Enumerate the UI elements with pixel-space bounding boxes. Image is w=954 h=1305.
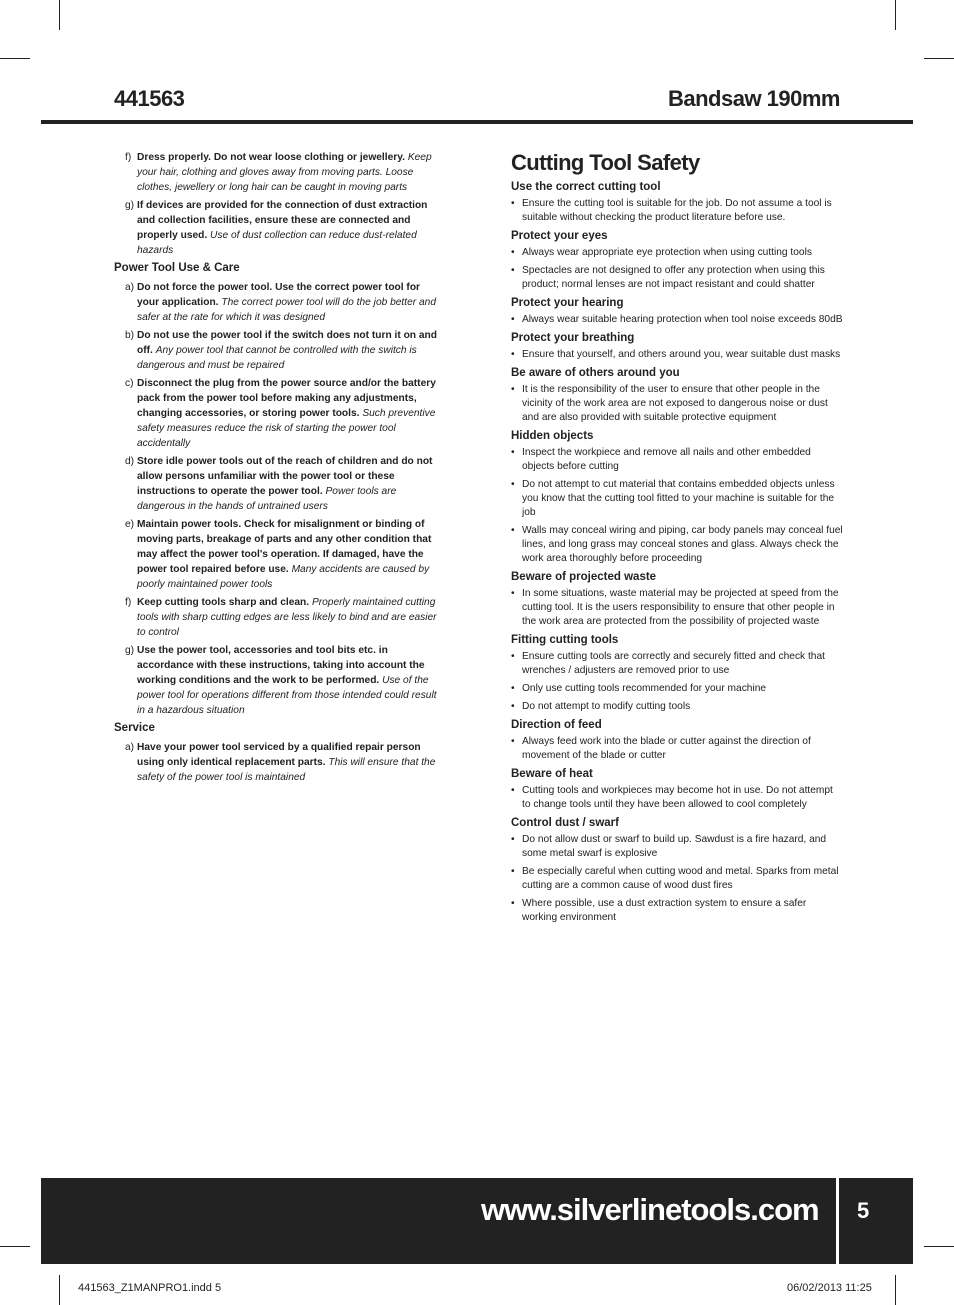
- item-label: d): [125, 456, 135, 467]
- bullet-icon: •: [511, 265, 515, 276]
- bullet-icon: •: [511, 588, 515, 599]
- bullet-icon: •: [511, 701, 515, 712]
- crop-mark: [895, 0, 896, 30]
- item-explanation: Properly maintained cutting tools with sharp cutting edges are less likely to bind and are easier to control: [137, 597, 437, 638]
- item-label: a): [125, 742, 135, 753]
- instruction-item: [114, 643, 444, 718]
- crop-mark: [0, 58, 30, 59]
- item-label: e): [125, 519, 135, 530]
- bullet-icon: •: [511, 834, 515, 845]
- bullet-icon: •: [511, 866, 515, 877]
- bullet-item: [511, 833, 843, 861]
- right-column: [511, 150, 843, 929]
- safety-heading: Protect your hearing: [511, 297, 624, 309]
- item-explanation: Such preventive safety measures reduce the risk of starting the power tool accidentally: [137, 408, 436, 449]
- bullet-item: [511, 383, 843, 425]
- bullet-icon: •: [511, 447, 515, 458]
- section-heading: Power Tool Use & Care: [114, 262, 240, 274]
- instruction-item: [114, 740, 444, 785]
- item-instruction: Have your power tool serviced by a qualified repair person using only identical replacement parts.: [137, 742, 421, 768]
- bullet-icon: •: [511, 314, 515, 325]
- section-heading: Service: [114, 722, 155, 734]
- instruction-item: [114, 328, 444, 373]
- bullet-item: [511, 700, 843, 714]
- bullet-icon: •: [511, 479, 515, 490]
- service-items: [114, 740, 444, 785]
- bullet-icon: •: [511, 198, 515, 209]
- item-instruction: If devices are provided for the connection of dust extraction and collection facilities, ensure these are connected and properly used.: [137, 200, 428, 241]
- power-tool-use-items: [114, 280, 444, 718]
- product-code: 441563: [114, 86, 185, 111]
- date-slug: 06/02/2013 11:25: [787, 1282, 872, 1294]
- bullet-item: [511, 313, 843, 327]
- safety-heading: Hidden objects: [511, 430, 594, 442]
- bullet-text: Spectacles are not designed to offer any protection when using this product; normal lenses are not impact resistant and could shatter: [522, 265, 825, 290]
- item-explanation: Any power tool that cannot be controlled with the switch is dangerous and must be repaired: [137, 345, 417, 371]
- bullet-icon: •: [511, 683, 515, 694]
- bullet-item: [511, 650, 843, 678]
- bullet-icon: •: [511, 736, 515, 747]
- item-instruction: Use the power tool, accessories and tool bits etc. in accordance with these instructions, taking into account the working conditions and the work to be performed.: [137, 645, 425, 686]
- item-explanation: Use of dust collection can reduce dust-related hazards: [137, 230, 417, 256]
- instruction-item: [114, 280, 444, 325]
- instruction-item: [114, 595, 444, 640]
- item-explanation: This will ensure that the safety of the power tool is maintained: [137, 757, 436, 783]
- bullet-icon: •: [511, 349, 515, 360]
- item-label: f): [125, 597, 132, 608]
- bullet-text: Walls may conceal wiring and piping, car body panels may conceal fuel lines, and long grass may conceal stones and glass. Always check the work area thoroughly before proceeding: [522, 525, 843, 564]
- bullet-item: [511, 246, 843, 260]
- bullet-item: [511, 865, 843, 893]
- bullet-icon: •: [511, 898, 515, 909]
- bullet-text: Ensure that yourself, and others around you, wear suitable dust masks: [522, 349, 841, 360]
- item-label: f): [125, 152, 132, 163]
- bullet-item: [511, 446, 843, 474]
- crop-mark: [924, 58, 954, 59]
- bullet-item: [511, 784, 843, 812]
- bullet-text: Do not allow dust or swarf to build up. Sawdust is a fire hazard, and some metal swarf is explosive: [522, 834, 827, 859]
- item-instruction: Do not use the power tool if the switch does not turn it on and off.: [137, 330, 437, 356]
- safety-heading: Protect your breathing: [511, 332, 635, 344]
- bullet-icon: •: [511, 785, 515, 796]
- item-label: c): [125, 378, 134, 389]
- safety-heading: Direction of feed: [511, 719, 602, 731]
- item-instruction: Dress properly. Do not wear loose clothing or jewellery.: [137, 152, 405, 163]
- bullet-text: It is the responsibility of the user to ensure that other people in the vicinity of the work area are not exposed to dangerous noise or dust and are also provided with suitable protective equipment: [522, 384, 828, 423]
- item-instruction: Do not force the power tool. Use the correct power tool for your application.: [137, 282, 421, 308]
- bullet-text: Do not attempt to cut material that contains embedded objects unless you know that the cutting tool fitted to your machine is suitable for the job: [522, 479, 835, 518]
- crop-mark: [59, 1275, 60, 1305]
- bullet-text: Only use cutting tools recommended for your machine: [522, 683, 767, 694]
- bullet-text: In some situations, waste material may be projected at speed from the cutting tool. It is the users responsibility to ensure that other people in the work area are protected from the possibility of projected waste: [522, 588, 839, 627]
- instruction-item: [114, 376, 444, 451]
- instruction-item: [114, 150, 444, 195]
- item-explanation: Many accidents are caused by poorly maintained power tools: [137, 564, 430, 590]
- item-label: a): [125, 282, 135, 293]
- bullet-icon: •: [511, 651, 515, 662]
- bullet-text: Cutting tools and workpieces may become hot in use. Do not attempt to change tools until they have been allowed to cool completely: [522, 785, 833, 810]
- page-number: 5: [857, 1198, 870, 1223]
- item-instruction: Disconnect the plug from the power source and/or the battery pack from the power tool before making any adjustments, changing accessories, or storing power tools.: [137, 378, 436, 419]
- item-label: g): [125, 200, 135, 211]
- bullet-item: [511, 682, 843, 696]
- item-explanation: The correct power tool will do the job better and safer at the rate for which it was designed: [137, 297, 436, 323]
- page-title: Bandsaw 190mm: [667, 86, 840, 111]
- item-explanation: Keep your hair, clothing and gloves away from moving parts. Loose clothes, jewellery or long hair can be caught in moving parts: [137, 152, 432, 193]
- crop-mark: [0, 1246, 30, 1247]
- crop-mark: [924, 1246, 954, 1247]
- bullet-item: [511, 587, 843, 629]
- safety-heading: Be aware of others around you: [511, 367, 680, 379]
- bullet-text: Always wear appropriate eye protection when using cutting tools: [522, 247, 812, 258]
- file-slug: 441563_Z1MANPRO1.indd 5: [78, 1282, 222, 1294]
- bullet-icon: •: [511, 525, 515, 536]
- crop-mark: [895, 1275, 896, 1305]
- safety-heading: Beware of heat: [511, 768, 593, 780]
- item-label: b): [125, 330, 135, 341]
- bullet-text: Always feed work into the blade or cutter against the direction of movement of the blade or cutter: [522, 736, 811, 761]
- bullet-text: Ensure the cutting tool is suitable for the job. Do not assume a tool is suitable without checking the product literature before use.: [522, 198, 832, 223]
- bullet-item: [511, 348, 843, 362]
- header-rule: [41, 120, 913, 124]
- safety-heading: Use the correct cutting tool: [511, 181, 661, 193]
- instruction-item: [114, 517, 444, 592]
- bullet-text: Inspect the workpiece and remove all nails and other embedded objects before cutting: [522, 447, 811, 472]
- instruction-item: [114, 198, 444, 258]
- bullet-text: Where possible, use a dust extraction system to ensure a safer working environment: [522, 898, 807, 923]
- item-explanation: Power tools are dangerous in the hands of untrained users: [137, 486, 397, 512]
- work-area-items: [114, 150, 444, 258]
- bullet-text: Always wear suitable hearing protection when tool noise exceeds 80dB: [522, 314, 843, 325]
- bullet-item: [511, 897, 843, 925]
- left-column: [114, 150, 444, 788]
- bullet-icon: •: [511, 247, 515, 258]
- footer-divider: [836, 1178, 839, 1264]
- safety-heading: Fitting cutting tools: [511, 634, 619, 646]
- safety-heading: Beware of projected waste: [511, 571, 657, 583]
- safety-heading: Protect your eyes: [511, 230, 608, 242]
- website-link[interactable]: www.silverlinetools.com: [481, 1192, 819, 1227]
- bullet-text: Do not attempt to modify cutting tools: [522, 701, 691, 712]
- bullet-text: Be especially careful when cutting wood and metal. Sparks from metal cutting are a common cause of wood dust fires: [522, 866, 839, 891]
- item-instruction: Store idle power tools out of the reach of children and do not allow persons unfamiliar with the power tool or these instructions to operate the power tool.: [137, 456, 433, 497]
- safety-heading: Control dust / swarf: [511, 817, 619, 829]
- bullet-item: [511, 197, 843, 225]
- item-instruction: Keep cutting tools sharp and clean.: [137, 597, 310, 608]
- item-explanation: Use of the power tool for operations different from those intended could result in a hazardous situation: [137, 675, 437, 716]
- instruction-item: [114, 454, 444, 514]
- bullet-item: [511, 524, 843, 566]
- cutting-tool-safety-title: Cutting Tool Safety: [511, 150, 700, 175]
- bullet-item: [511, 735, 843, 763]
- safety-groups: [511, 180, 843, 925]
- item-instruction: Maintain power tools. Check for misalignment or binding of moving parts, breakage of parts and any other condition that may affect the power tool's operation. If damaged, have the power tool repaired before use.: [137, 519, 432, 575]
- bullet-text: Ensure cutting tools are correctly and securely fitted and check that wrenches / adjusters are removed prior to use: [522, 651, 825, 676]
- crop-mark: [59, 0, 60, 30]
- bullet-item: [511, 478, 843, 520]
- bullet-icon: •: [511, 384, 515, 395]
- footer-bar: [41, 1178, 913, 1264]
- item-label: g): [125, 645, 135, 656]
- bullet-item: [511, 264, 843, 292]
